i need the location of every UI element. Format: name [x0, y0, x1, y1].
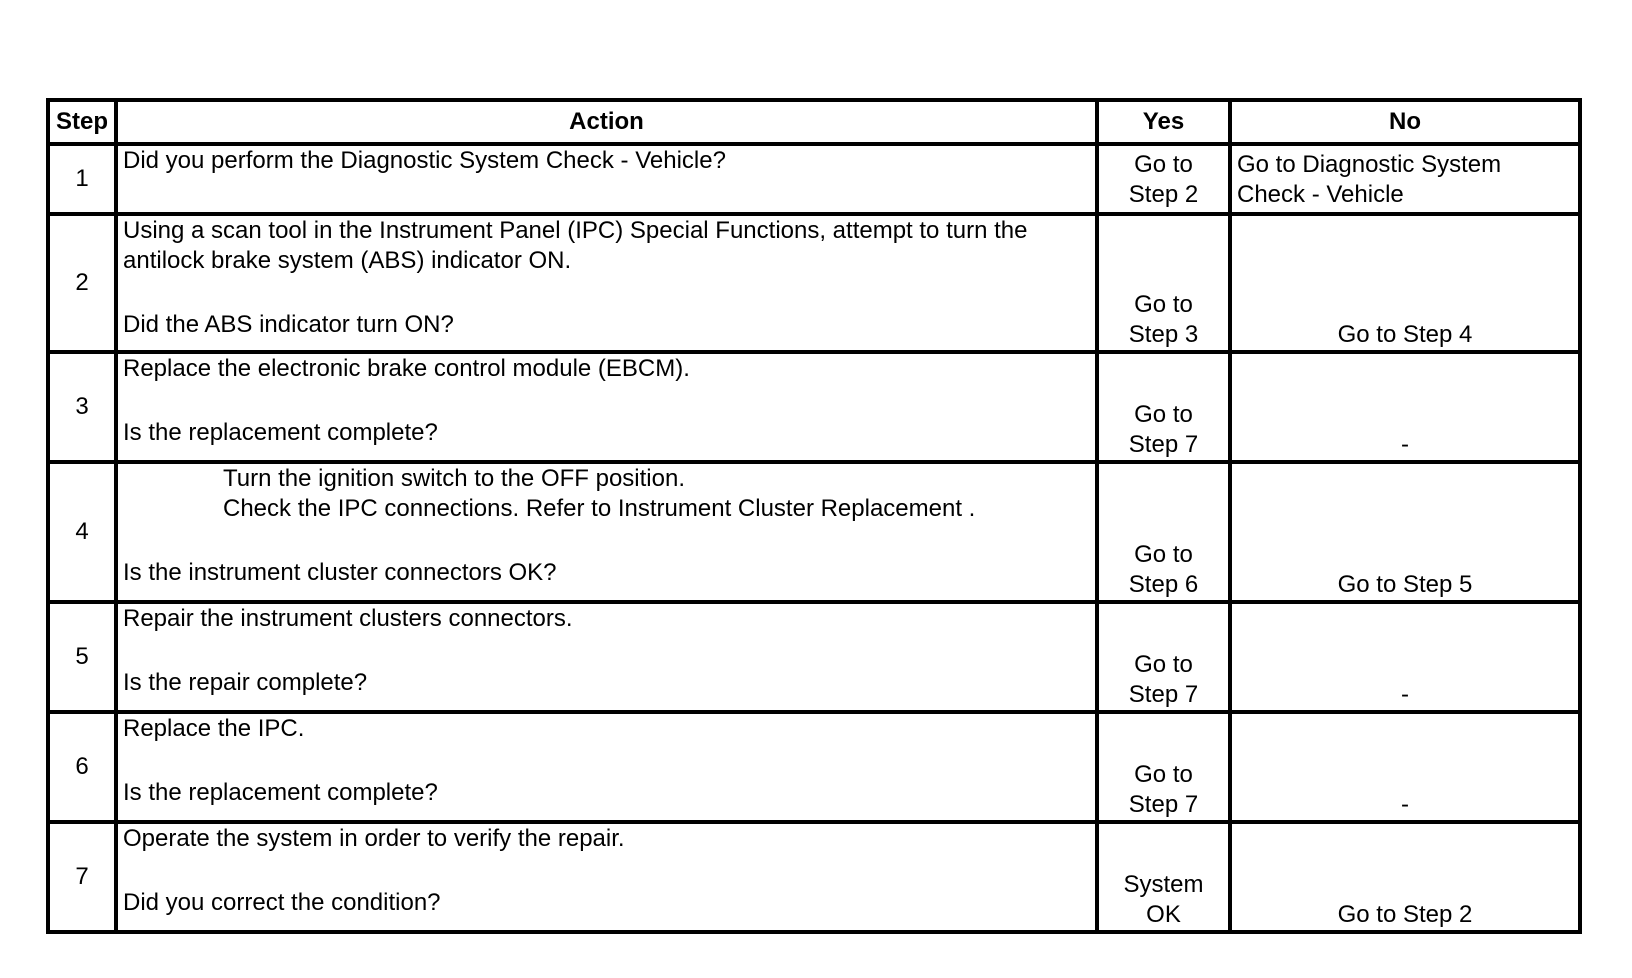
- no-text: Go to Step 2: [1337, 901, 1473, 928]
- diagnostic-table: [46, 98, 1582, 934]
- no-text: Go to Diagnostic System: [1237, 151, 1502, 178]
- action-cell: [116, 144, 1097, 214]
- question-text: Did you correct the condition?: [123, 889, 441, 916]
- no-cell: [1230, 214, 1580, 352]
- no-cell: [1230, 712, 1580, 822]
- action-cell: [116, 602, 1097, 712]
- action-text: Turn the ignition switch to the OFF position.: [223, 465, 685, 492]
- yes-text: Step 6: [1128, 571, 1199, 598]
- header-action: Action: [116, 100, 1097, 144]
- yes-text: Go to: [1134, 401, 1193, 428]
- action-text: Operate the system in order to verify the repair.: [123, 825, 625, 852]
- no-cell: [1230, 352, 1580, 462]
- no-cell: [1230, 462, 1580, 602]
- question-text: Is the instrument cluster connectors OK?: [123, 559, 557, 586]
- header-step: Step: [48, 100, 116, 144]
- yes-text: Go to: [1134, 761, 1193, 788]
- question-text: Did the ABS indicator turn ON?: [123, 311, 454, 338]
- no-text: -: [1401, 681, 1409, 708]
- no-cell: [1230, 144, 1580, 214]
- no-text: Go to Step 4: [1337, 321, 1473, 348]
- action-cell: [116, 214, 1097, 352]
- step-number: 3: [48, 352, 116, 462]
- action-text: Repair the instrument clusters connectors.: [123, 605, 573, 632]
- yes-text: Step 7: [1128, 431, 1199, 458]
- action-text: Did you perform the Diagnostic System Check - Vehicle?: [123, 147, 726, 174]
- action-text: Using a scan tool in the Instrument Panel (IPC) Special Functions, attempt to turn the: [123, 217, 1028, 244]
- no-cell: [1230, 822, 1580, 932]
- yes-text: System: [1123, 871, 1204, 898]
- no-text: -: [1401, 791, 1409, 818]
- step-number: 5: [48, 602, 116, 712]
- table-row: [48, 602, 1580, 712]
- table-row: [48, 214, 1580, 352]
- yes-cell: [1097, 712, 1230, 822]
- table-row: [48, 352, 1580, 462]
- yes-text: Go to: [1134, 651, 1193, 678]
- step-number: 4: [48, 462, 116, 602]
- header-yes: Yes: [1097, 100, 1230, 144]
- step-number: 7: [48, 822, 116, 932]
- step-number: 2: [48, 214, 116, 352]
- table-row: [48, 822, 1580, 932]
- yes-text: OK: [1146, 901, 1181, 928]
- no-text: -: [1401, 431, 1409, 458]
- no-cell: [1230, 602, 1580, 712]
- yes-text: Go to: [1134, 291, 1193, 318]
- yes-cell: [1097, 822, 1230, 932]
- header-row: [48, 100, 1580, 144]
- yes-cell: [1097, 462, 1230, 602]
- question-text: Is the replacement complete?: [123, 419, 438, 446]
- yes-cell: [1097, 144, 1230, 214]
- yes-cell: [1097, 602, 1230, 712]
- table-row: [48, 462, 1580, 602]
- action-text: Check the IPC connections. Refer to Instrument Cluster Replacement .: [223, 495, 976, 522]
- yes-cell: [1097, 352, 1230, 462]
- yes-text: Go to: [1134, 151, 1193, 178]
- action-cell: [116, 822, 1097, 932]
- yes-text: Go to: [1134, 541, 1193, 568]
- yes-text: Step 7: [1128, 791, 1199, 818]
- action-text: Replace the IPC.: [123, 715, 305, 742]
- yes-text: Step 3: [1128, 321, 1199, 348]
- step-number: 1: [48, 144, 116, 214]
- table-row: [48, 144, 1580, 214]
- yes-text: Step 7: [1128, 681, 1199, 708]
- action-cell: [116, 462, 1097, 602]
- action-text: antilock brake system (ABS) indicator ON.: [123, 247, 572, 274]
- question-text: Is the replacement complete?: [123, 779, 438, 806]
- table-row: [48, 712, 1580, 822]
- action-cell: [116, 712, 1097, 822]
- no-text: Go to Step 5: [1337, 571, 1473, 598]
- step-number: 6: [48, 712, 116, 822]
- header-no: No: [1230, 100, 1580, 144]
- action-text: Replace the electronic brake control module (EBCM).: [123, 355, 690, 382]
- yes-text: Step 2: [1128, 181, 1199, 208]
- action-cell: [116, 352, 1097, 462]
- no-text: Check - Vehicle: [1237, 181, 1404, 208]
- question-text: Is the repair complete?: [123, 669, 368, 696]
- yes-cell: [1097, 214, 1230, 352]
